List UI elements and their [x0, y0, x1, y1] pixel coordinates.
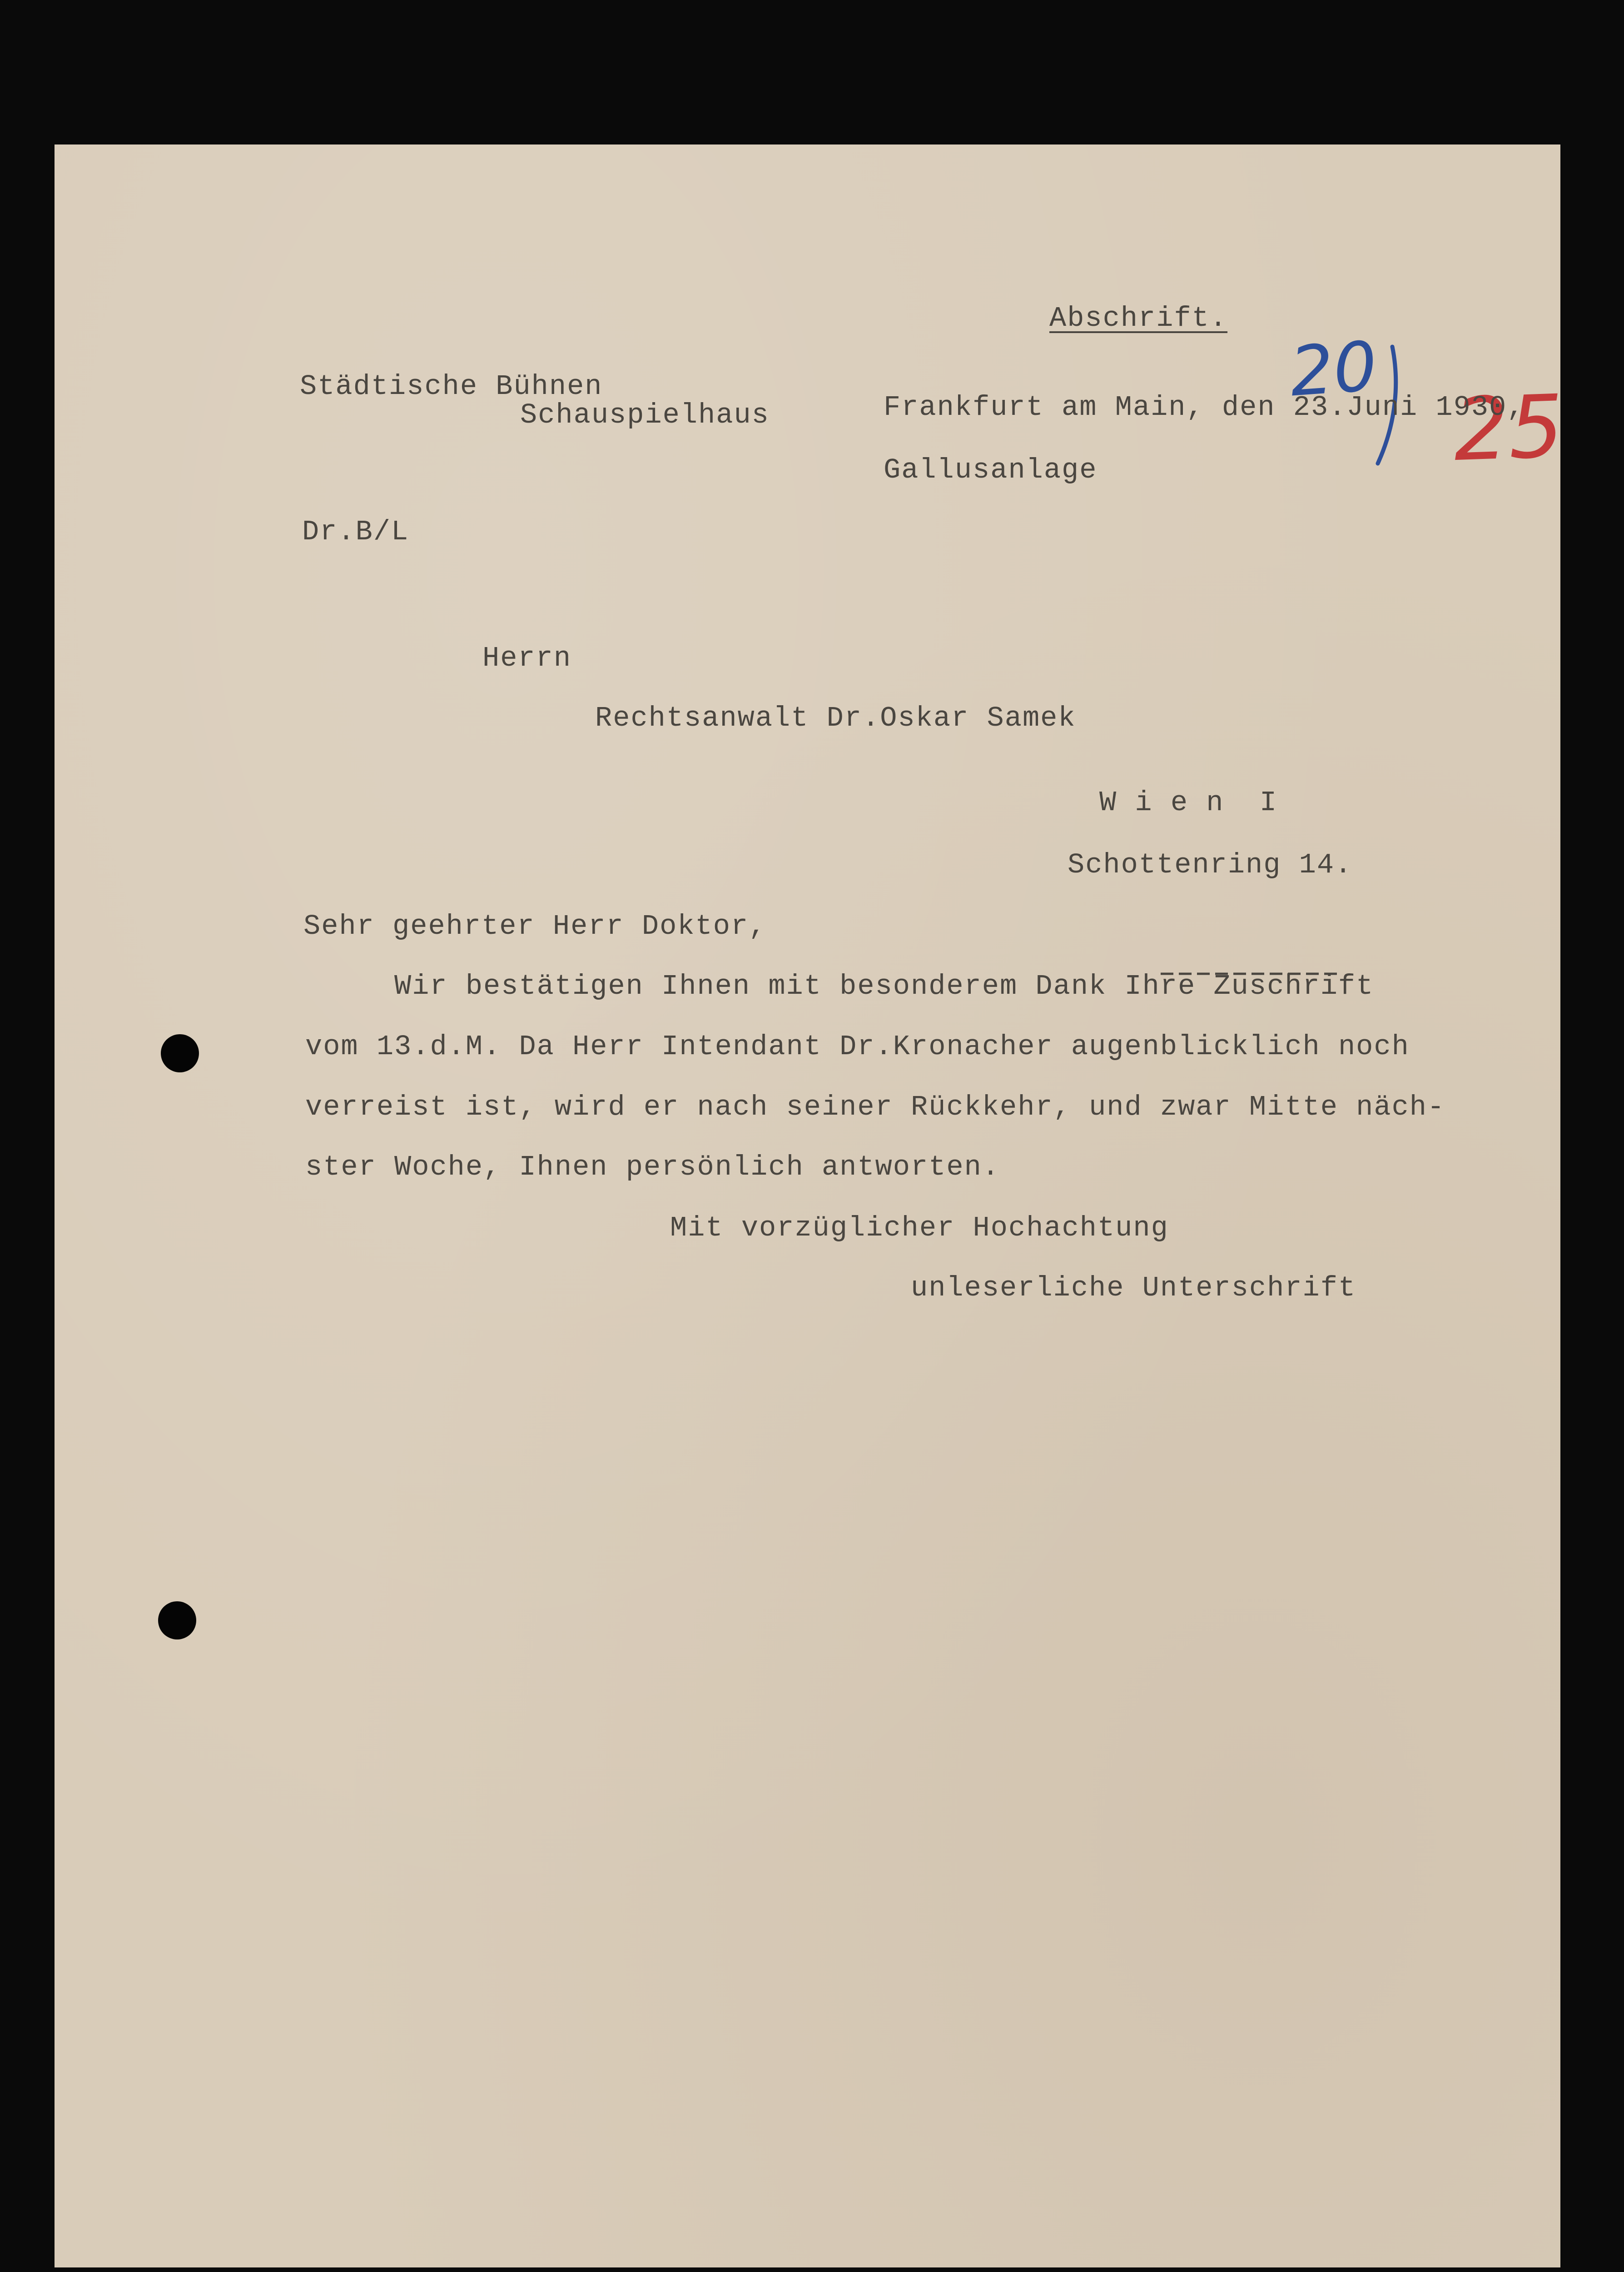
recipient-name: Rechtsanwalt Dr.Oskar Samek [595, 702, 1076, 734]
sender-line-1: Städtische Bühnen [300, 370, 603, 403]
closing: Mit vorzüglicher Hochachtung [670, 1212, 1169, 1244]
page-number-annotation: 25 [1452, 376, 1565, 481]
body-line: ster Woche, Ihnen persönlich antworten. [305, 1151, 1000, 1183]
punch-hole-bottom [158, 1601, 196, 1639]
punch-hole-top [161, 1034, 199, 1072]
body-line: verreist ist, wird er nach seiner Rückkehr, und zwar Mitte näch- [305, 1091, 1445, 1123]
place-and-date: Frankfurt am Main, den 23.Juni 1930, [884, 391, 1525, 424]
copy-label: Abschrift. [1049, 302, 1228, 334]
recipient-city: W i e n I [1099, 787, 1278, 819]
sender-street: Gallusanlage [884, 454, 1098, 486]
sender-line-2: Schauspielhaus [520, 399, 770, 431]
signature-note: unleserliche Unterschrift [911, 1272, 1356, 1304]
recipient-street: Schottenring 14. [1068, 849, 1353, 881]
reference-mark: Dr.B/L [302, 516, 409, 548]
document-page [55, 144, 1565, 2267]
body-line: Wir bestätigen Ihnen mit besonderem Dank Ihre Zuschrift [394, 970, 1374, 1002]
body-line: vom 13.d.M. Da Herr Intendant Dr.Kronacher augenblicklich noch [305, 1031, 1410, 1063]
greeting: Sehr geehrter Herr Doktor, [303, 910, 767, 942]
archive-number-annotation: 20 [1287, 327, 1380, 412]
recipient-salutation: Herrn [482, 642, 572, 674]
